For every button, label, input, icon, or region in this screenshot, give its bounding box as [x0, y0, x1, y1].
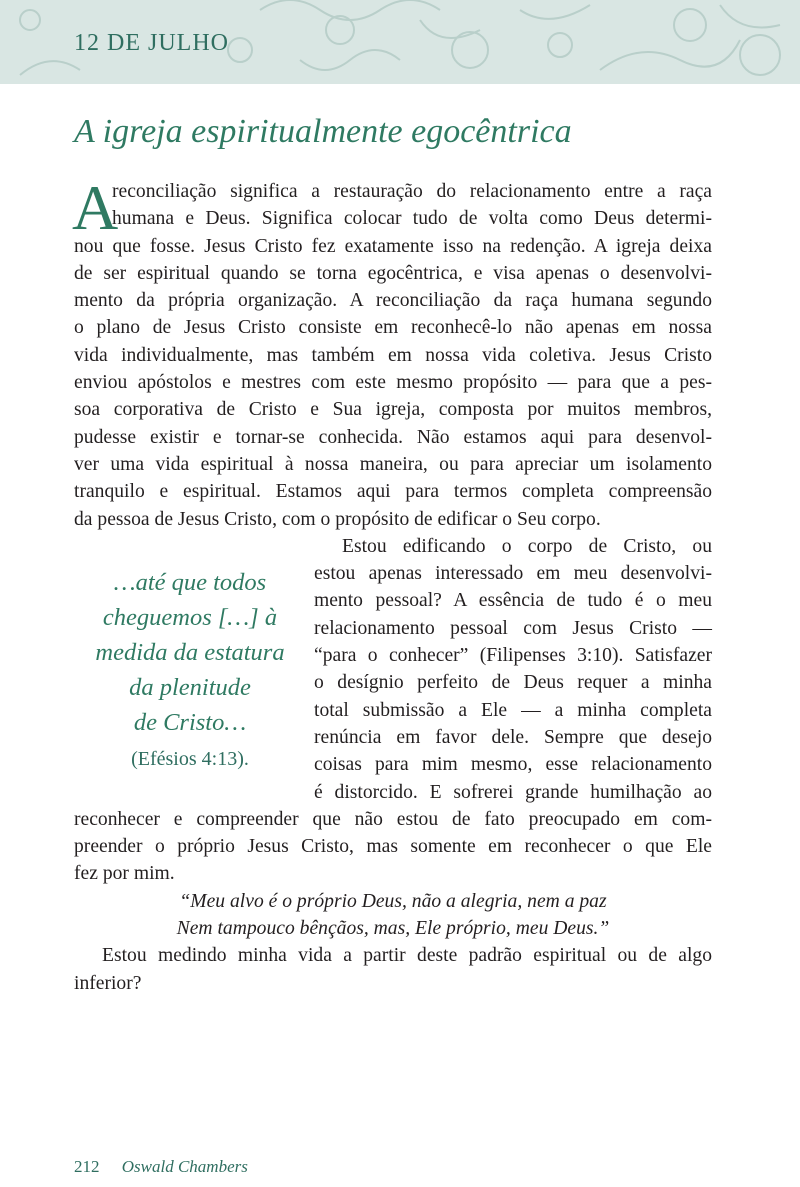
text-line: A reconciliação significa a restauração do relacionamento entre a raça	[72, 172, 712, 243]
text-line: preender o próprio Jesus Cristo, mas somente em reconhecer o que Ele	[74, 836, 712, 858]
text-line: humana e Deus. Significa colocar tudo de volta como Deus determi-	[112, 208, 712, 230]
text-line: “para o conhecer” (Filipenses 3:10). Satisfazer	[314, 645, 712, 667]
poem-line: “Meu alvo é o próprio Deus, não a alegria, nem a paz	[179, 890, 607, 912]
text-line: é distorcido. E sofrerei grande humilhação ao	[314, 781, 712, 803]
text-line: total submissão a Ele — a minha completa	[314, 699, 712, 721]
text-line: o desígnio perfeito de Deus requer a minha	[314, 672, 712, 694]
text-line: reconhecer e compreender que não estou de fato preocupado em com-	[74, 808, 712, 830]
drop-cap: A	[72, 172, 119, 243]
text-line: fez por mim.	[74, 863, 175, 885]
pull-quote	[74, 565, 306, 777]
author-name: Oswald Chambers	[121, 1157, 248, 1176]
quote-line: medida da estatura	[95, 639, 285, 666]
text-line: mento da própria organização. A reconciliação da raça humana segundo	[74, 290, 712, 312]
page-footer	[74, 1157, 248, 1177]
text-line: tranquilo e espiritual. Estamos aqui para termos completa compreensão	[74, 481, 712, 503]
text-line: inferior?	[74, 972, 142, 994]
text-line: coisas para mim mesmo, esse relacionamento	[314, 754, 712, 776]
quote-line: de Cristo…	[133, 709, 247, 736]
page-title: A igreja espiritualmente egocêntrica	[74, 113, 572, 150]
quote-reference: (Efésios 4:13).	[131, 748, 249, 770]
date-header: 12 DE JULHO	[74, 30, 229, 56]
poem-line: Nem tampouco bênçãos, mas, Ele próprio, meu Deus.”	[176, 918, 610, 940]
text-line: nou que fosse. Jesus Cristo fez exatamente isso na redenção. A igreja deixa	[74, 235, 712, 257]
text-line: de ser espiritual quando se torna egocêntrica, e visa apenas o desenvolvi-	[74, 262, 712, 284]
text-line: vida individualmente, mas também em nossa vida coletiva. Jesus Cristo	[74, 344, 712, 366]
header-banner	[0, 0, 800, 84]
text-line: soa corporativa de Cristo e Sua igreja, composta por muitos membros,	[74, 399, 712, 421]
quote-line: da plenitude	[129, 674, 251, 701]
text-line: mento pessoal? A essência de tudo é o meu	[314, 590, 712, 612]
text-line: pudesse existir e tornar-se conhecida. Não estamos aqui para desenvol-	[74, 426, 712, 448]
text-line: renúncia em favor dele. Sempre que desejo	[314, 726, 712, 748]
page-number: 212	[74, 1157, 100, 1176]
quote-line: cheguemos […] à	[102, 604, 278, 631]
text-line: estou apenas interessado em meu desenvolvi-	[314, 563, 712, 585]
text-line: ver uma vida espiritual à nossa maneira, ou para apreciar um isolamento	[74, 453, 712, 475]
text-line: da pessoa de Jesus Cristo, com o propósito de edificar o Seu corpo.	[74, 508, 601, 530]
text-line: Estou edificando o corpo de Cristo, ou	[342, 535, 712, 557]
text-line: enviou apóstolos e mestres com este mesmo propósito — para que a pes-	[74, 372, 712, 394]
quote-line: …até que todos	[113, 569, 267, 596]
text-line: o plano de Jesus Cristo consiste em reconhecê-lo não apenas em nossa	[74, 317, 712, 339]
text-line: relacionamento pessoal com Jesus Cristo —	[314, 617, 712, 639]
text-line: Estou medindo minha vida a partir deste padrão espiritual ou de algo	[102, 945, 712, 967]
